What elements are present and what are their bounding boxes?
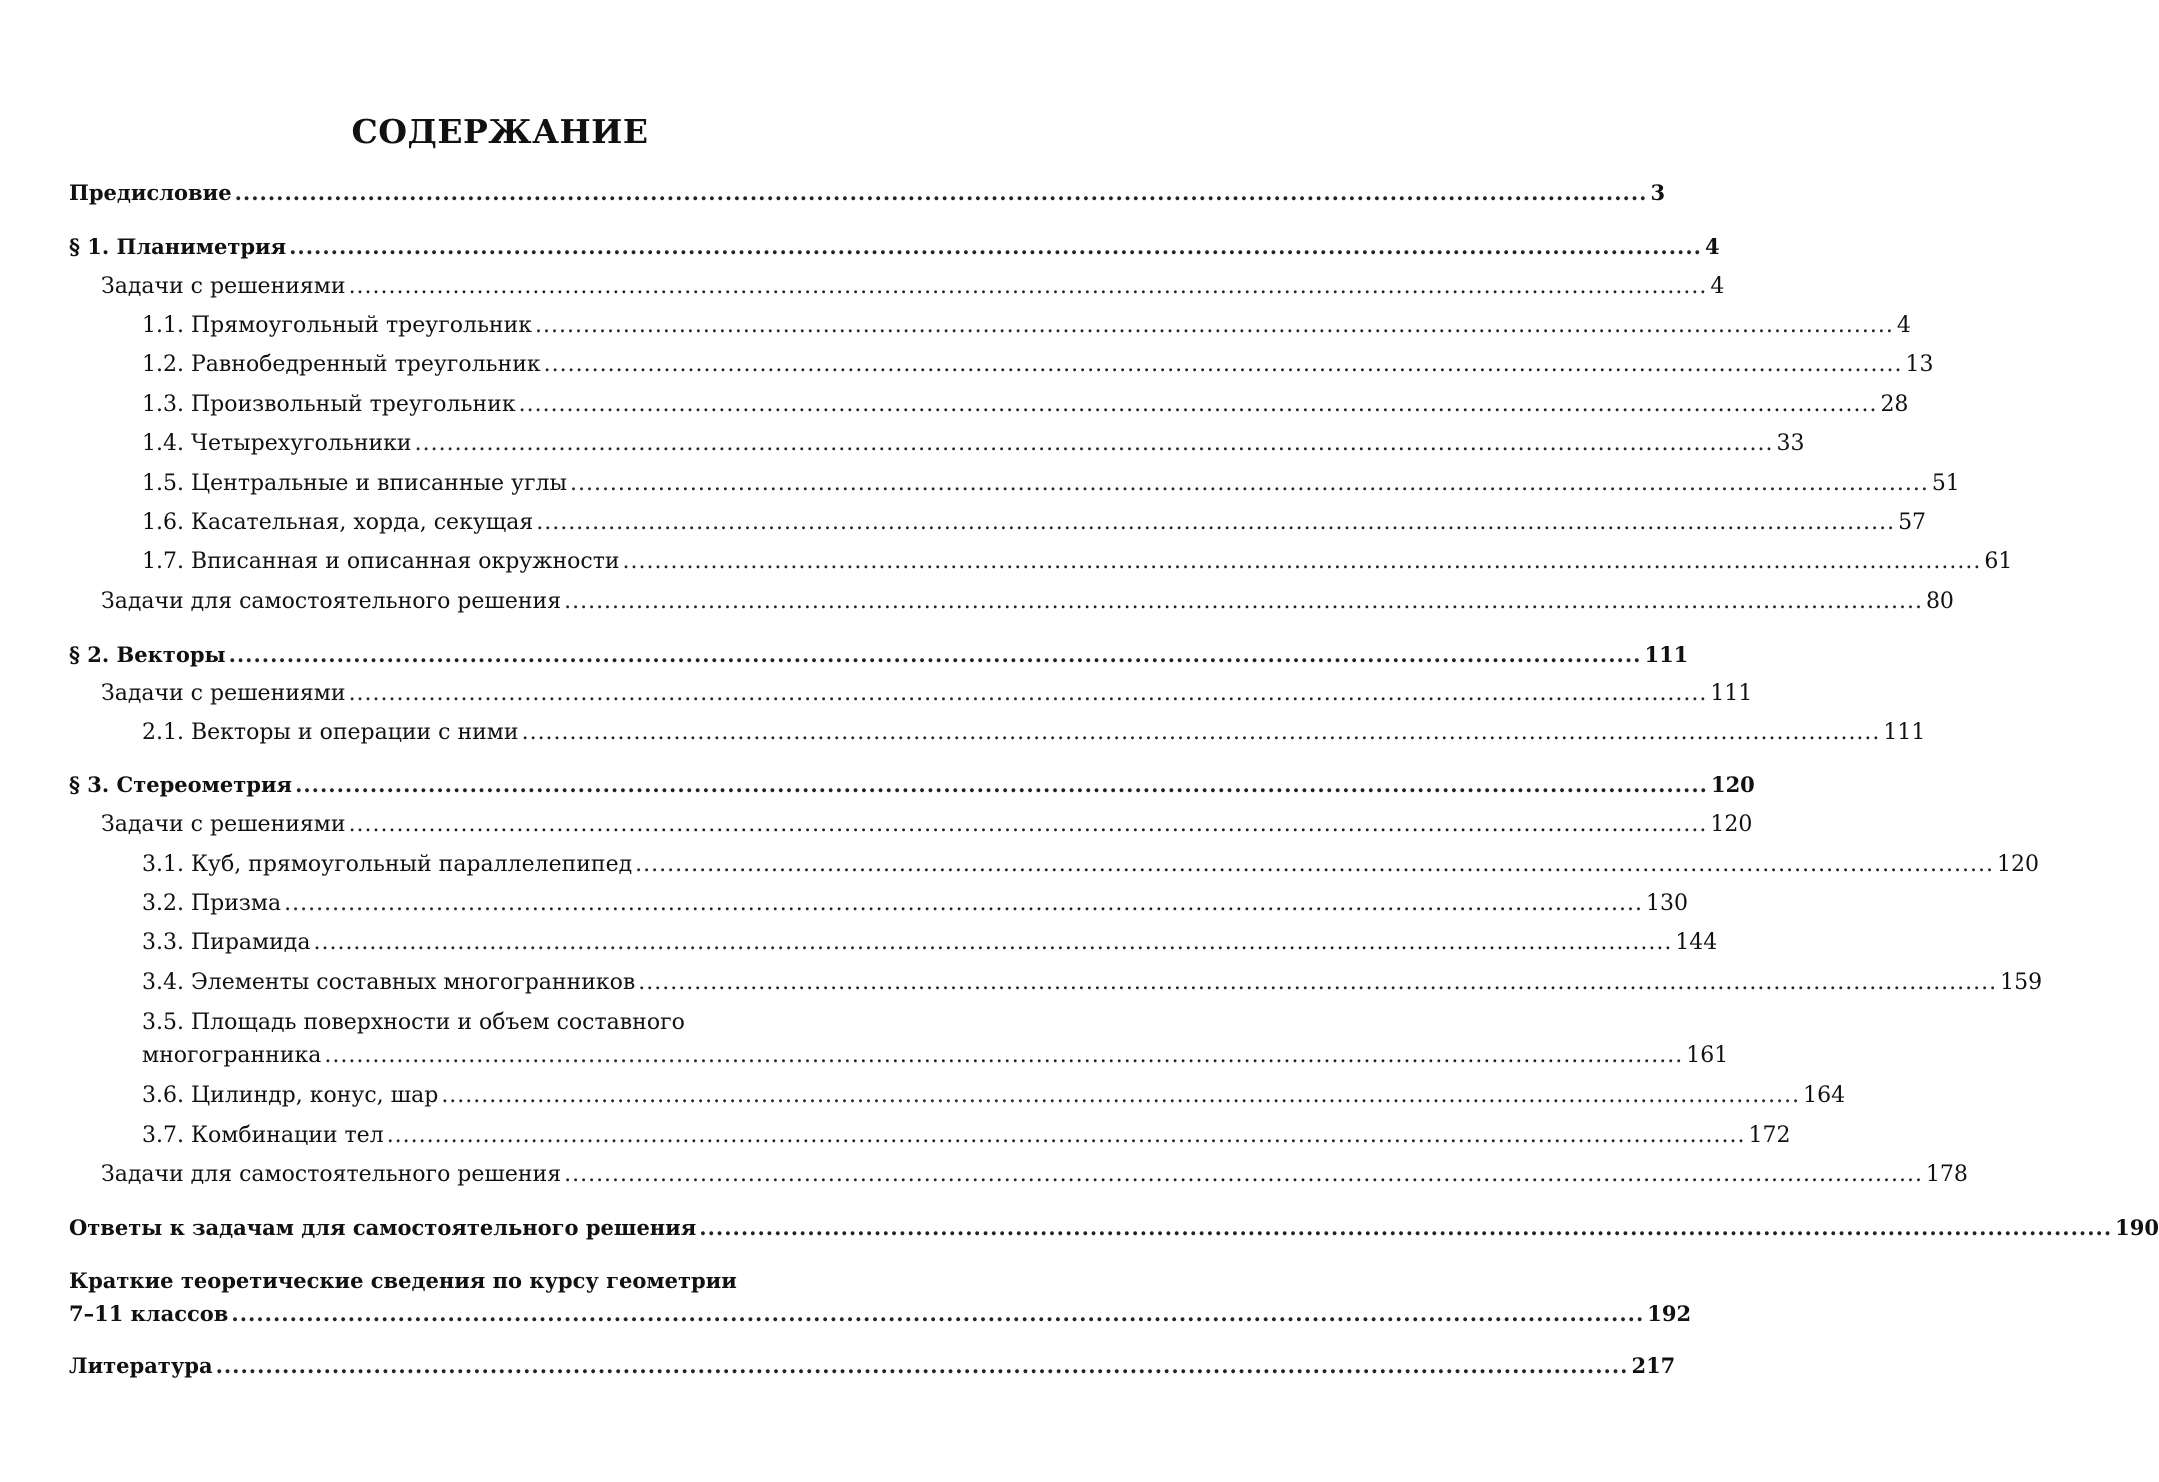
toc-entry-topic	[142, 467, 1960, 501]
toc-entry-page: 28	[1880, 392, 1909, 417]
toc-entry-page: 4	[1896, 313, 1911, 338]
toc-entry-label: § 1. Планиметрия	[69, 234, 287, 259]
toc-entry-page: 3	[1650, 180, 1666, 205]
dot-leader: ..........................................................................................................................................................................	[622, 549, 1982, 574]
dot-leader: ..........................................................................................................................................................................	[564, 589, 1923, 614]
dot-leader: ..........................................................................................................................................................................	[231, 1301, 1645, 1326]
toc-entry-subsection	[101, 1158, 1968, 1192]
toc-entry-page: 190	[2115, 1215, 2159, 1240]
toc-entry-topic	[142, 848, 2039, 882]
toc-entry-label: 1.6. Касательная, хорда, секущая	[142, 510, 534, 535]
toc-entry-label: Задачи с решениями	[101, 681, 346, 706]
toc-entry-page: 120	[1710, 772, 1755, 797]
toc-entry-page: 130	[1645, 891, 1688, 916]
toc-entry-label: Предисловие	[69, 180, 232, 205]
dot-leader: ..........................................................................................................................................................................	[414, 431, 1774, 456]
toc-entry-page: 4	[1710, 274, 1725, 299]
dot-leader: ..........................................................................................................................................................................	[569, 471, 1929, 496]
toc-entry-page: 161	[1686, 1043, 1729, 1068]
toc-entry-page: 192	[1647, 1301, 1692, 1326]
dot-leader: ..........................................................................................................................................................................	[535, 313, 1894, 338]
toc-entry-page: 172	[1748, 1123, 1791, 1148]
toc-entry-page: 80	[1925, 589, 1954, 614]
dot-leader: ..........................................................................................................................................................................	[536, 510, 1896, 535]
dot-leader: ..........................................................................................................................................................................	[543, 352, 1903, 377]
toc-entry-topic	[142, 716, 1926, 750]
dot-leader: ..........................................................................................................................................................................	[295, 772, 1708, 797]
toc-entry-page: 33	[1776, 431, 1805, 456]
toc-entry-label: 3.1. Куб, прямоугольный параллелепипед	[142, 852, 633, 877]
toc-entry-label: 1.2. Равнобедренный треугольник	[142, 352, 541, 377]
toc-entry-topic	[142, 348, 1934, 382]
dot-leader: ..........................................................................................................................................................................	[289, 234, 1702, 259]
toc-entry-label: многогранника	[142, 1043, 322, 1068]
toc-entry-label-line1: 3.5. Площадь поверхности и объем составного	[142, 1010, 685, 1035]
toc-entry-label: 1.3. Произвольный треугольник	[142, 392, 516, 417]
toc-entry-label: § 2. Векторы	[69, 642, 226, 667]
toc-entry-answers	[69, 1211, 2159, 1245]
dot-leader: ..........................................................................................................................................................................	[348, 274, 1708, 299]
toc-entry-label: 7–11 классов	[69, 1301, 229, 1326]
dot-leader: ..........................................................................................................................................................................	[234, 180, 1648, 205]
toc-entry-subsection	[101, 808, 1753, 842]
toc-entry-label-line1: Краткие теоретические сведения по курсу геометрии	[69, 1268, 737, 1293]
dot-leader: ..........................................................................................................................................................................	[521, 720, 1881, 745]
toc-entry-page: 4	[1705, 234, 1720, 259]
toc-entry-label: Задачи с решениями	[101, 812, 346, 837]
toc-entry-page: 61	[1984, 549, 2013, 574]
toc-entry-label: 3.4. Элементы составных многогранников	[142, 970, 636, 995]
toc-entry-label: 1.1. Прямоугольный треугольник	[142, 313, 532, 338]
toc-entry-topic	[142, 926, 1718, 960]
dot-leader: ..........................................................................................................................................................................	[699, 1215, 2113, 1240]
toc-entry-label: 1.5. Центральные и вписанные углы	[142, 471, 567, 496]
dot-leader: ..........................................................................................................................................................................	[564, 1162, 1923, 1187]
toc-entry-label: 3.6. Цилиндр, конус, шар	[142, 1083, 439, 1108]
toc-entry-topic	[142, 1039, 1729, 1073]
toc-entry-topic	[142, 1119, 1791, 1153]
toc-entry-label: 3.2. Призма	[142, 891, 282, 916]
dot-leader: ..........................................................................................................................................................................	[324, 1043, 1684, 1068]
toc-entry-subsection	[101, 677, 1753, 711]
toc-entry-topic	[142, 887, 1688, 921]
toc-entry-page: 111	[1644, 642, 1689, 667]
dot-leader: ..........................................................................................................................................................................	[518, 392, 1878, 417]
dot-leader: ..........................................................................................................................................................................	[386, 1123, 1746, 1148]
dot-leader: ..........................................................................................................................................................................	[348, 812, 1708, 837]
toc-entry-label: 3.7. Комбинации тел	[142, 1123, 384, 1148]
page-title: СОДЕРЖАНИЕ	[351, 112, 649, 151]
toc-entry-page: 51	[1931, 471, 1960, 496]
toc-entry-section-3	[69, 768, 1755, 802]
toc-entry-page: 111	[1710, 681, 1753, 706]
toc-entry-section-1	[69, 230, 1720, 264]
dot-leader: ..........................................................................................................................................................................	[228, 642, 1642, 667]
dot-leader: ..........................................................................................................................................................................	[313, 930, 1673, 955]
dot-leader: ..........................................................................................................................................................................	[638, 970, 1998, 995]
toc-entry-label: 2.1. Векторы и операции с ними	[142, 720, 519, 745]
toc-entry-label: 1.4. Четырехугольники	[142, 431, 412, 456]
toc-entry-topic	[142, 388, 1909, 422]
toc-entry-label: 1.7. Вписанная и описанная окружности	[142, 549, 620, 574]
toc-entry-literature	[69, 1349, 1676, 1383]
toc-entry-page: 217	[1631, 1353, 1676, 1378]
toc-entry-subsection	[101, 585, 1954, 619]
toc-entry-page: 164	[1803, 1083, 1846, 1108]
toc-entry-preface	[69, 176, 1666, 210]
dot-leader: ..........................................................................................................................................................................	[215, 1353, 1629, 1378]
dot-leader: ..........................................................................................................................................................................	[348, 681, 1708, 706]
toc-entry-page: 57	[1898, 510, 1927, 535]
toc-entry-subsection	[101, 270, 1725, 304]
toc-entry-page: 13	[1905, 352, 1934, 377]
toc-entry-page: 120	[1997, 852, 2039, 877]
toc-entry-page: 111	[1883, 720, 1926, 745]
toc-entry-label: Задачи для самостоятельного решения	[101, 589, 562, 614]
toc-entry-label: Литература	[69, 1353, 213, 1378]
dot-leader: ..........................................................................................................................................................................	[284, 891, 1643, 916]
toc-entry-topic	[142, 545, 2013, 579]
dot-leader: ..........................................................................................................................................................................	[441, 1083, 1801, 1108]
toc-entry-topic	[142, 309, 1911, 343]
toc-entry-topic	[142, 1079, 1846, 1113]
toc-entry-label: Ответы к задачам для самостоятельного решения	[69, 1215, 697, 1240]
toc-entry-theory	[69, 1297, 1692, 1331]
toc-entry-topic	[142, 966, 2043, 1000]
toc-entry-page: 159	[2000, 970, 2043, 995]
toc-entry-section-2	[69, 638, 1689, 672]
toc-entry-page: 144	[1675, 930, 1718, 955]
toc-entry-page: 178	[1925, 1162, 1968, 1187]
toc-entry-label: Задачи с решениями	[101, 274, 346, 299]
toc-entry-label: 3.3. Пирамида	[142, 930, 311, 955]
toc-entry-label: Задачи для самостоятельного решения	[101, 1162, 562, 1187]
toc-entry-page: 120	[1710, 812, 1753, 837]
toc-entry-topic	[142, 506, 1927, 540]
dot-leader: ..........................................................................................................................................................................	[635, 852, 1994, 877]
toc-entry-label: § 3. Стереометрия	[69, 772, 293, 797]
toc-entry-topic	[142, 427, 1805, 461]
